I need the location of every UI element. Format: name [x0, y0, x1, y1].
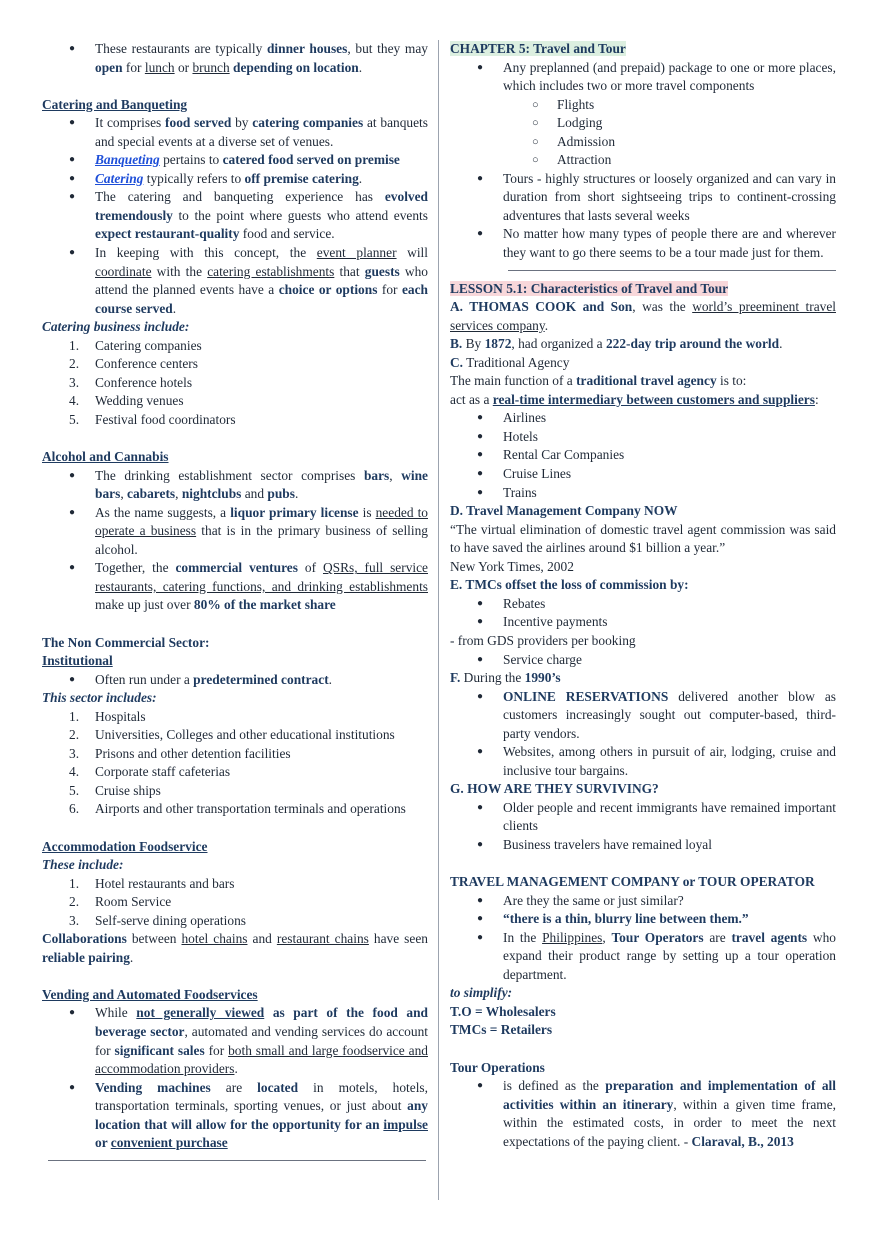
suppliers-list [450, 409, 836, 502]
quote-source: New York Times, 2002 [450, 558, 574, 574]
catering-list-heading: Catering business include: [42, 319, 190, 335]
list-item: 4. Wedding venues [69, 393, 184, 409]
simplify-label: to simplify: [450, 985, 513, 1001]
contract-bullet: ● Often run under a predetermined contract. [42, 671, 428, 690]
year-1872-line: B. By 1872, had organized a 222-day trip around the world. [450, 336, 783, 352]
banqueting-bullet: ● Banqueting pertains to catered food served on premise [42, 151, 428, 170]
list-item: 5. Cruise ships [69, 782, 161, 798]
list-item: 5. Festival food coordinators [69, 411, 236, 427]
tmc-or-operator-heading: TRAVEL MANAGEMENT COMPANY or TOUR OPERATOR [450, 874, 815, 890]
lesson-title: LESSON 5.1: Characteristics of Travel and Tour [450, 280, 729, 296]
to-wholesalers: T.O = Wholesalers [450, 1003, 556, 1019]
websites-bullet: ● Websites, among others in pursuit of air, lodging, cruise and inclusive tour bargains. [450, 743, 836, 780]
list-item: ● Service charge [450, 651, 836, 670]
vending-heading: Vending and Automated Foodservices [42, 986, 258, 1002]
vending-machines-bullet: ● Vending machines are located in motels, hotels, transportation terminals, sporting venues, or just about any location that will allow for the opportunity for an impulse or convenient purchase [42, 1079, 428, 1153]
list-item: 2. Conference centers [69, 356, 198, 372]
section-divider-line [508, 270, 836, 271]
list-item: 4. Corporate staff cafeterias [69, 764, 231, 780]
business-travelers-bullet: ● Business travelers have remained loyal [450, 836, 836, 855]
list-item: ● Rebates [450, 595, 836, 614]
tmc-now-heading: D. Travel Management Company NOW [450, 503, 678, 519]
commission-quote: “The virtual elimination of domestic travel agent commission was said to have saved the airlines around $1 billion a year.” [450, 521, 836, 556]
list-item: 2. Room Service [69, 894, 172, 910]
agency-function-line: The main function of a traditional travel agency is to: [450, 373, 747, 389]
list-item: ● Trains [450, 484, 836, 503]
tmcs-retailers: TMCs = Retailers [450, 1022, 553, 1038]
column-divider [438, 40, 439, 1200]
noncommercial-heading: The Non Commercial Sector: [42, 634, 210, 650]
list-item: ● Hotels [450, 428, 836, 447]
same-or-similar-bullet: ● Are they the same or just similar? [450, 892, 836, 911]
philippines-bullet: ● In the Philippines, Tour Operators are travel agents who expand their product range by setting up a tour operation department. [450, 929, 836, 985]
left-column [42, 40, 428, 1170]
list-item: ○ Admission [450, 133, 836, 152]
list-item: ● Airlines [450, 409, 836, 428]
thomas-cook-line: A. THOMAS COOK and Son, was the world’s preeminent travel services company. [450, 299, 836, 333]
tmc-offset-heading: E. TMCs offset the loss of commission by: [450, 577, 689, 593]
online-reservations-bullet: ● ONLINE RESERVATIONS delivered another blow as customers increasingly sought out computer-based, third-party vendors. [450, 688, 836, 744]
list-item: 3. Conference hotels [69, 374, 193, 390]
list-item: ● Cruise Lines [450, 465, 836, 484]
list-item: ○ Attraction [450, 151, 836, 170]
accommodation-list [42, 875, 428, 931]
tour-operations-definition: ● is defined as the preparation and implementation of all activities within an itinerary, within a given time frame, within the estimated costs, in order to meet the next expectations of the paying client. - Claraval, B., 2013 [450, 1077, 836, 1151]
list-item: ● Rental Car Companies [450, 446, 836, 465]
sector-list-heading: This sector includes: [42, 690, 157, 706]
market-share-bullet: ● Together, the commercial ventures of QSRs, full service restaurants, catering functions, and drinking establishments make up just over 80% of the market share [42, 559, 428, 615]
list-item: ○ Lodging [450, 114, 836, 133]
list-item: 2. Universities, Colleges and other educational institutions [69, 727, 395, 743]
accommodation-heading: Accommodation Foodservice [42, 838, 208, 854]
catering-list [42, 337, 428, 430]
collaborations-paragraph: Collaborations between hotel chains and restaurant chains have seen reliable pairing. [42, 931, 428, 965]
catering-def-bullet: ● Catering typically refers to off premise catering. [42, 170, 428, 189]
list-item: 1. Hotel restaurants and bars [69, 875, 235, 891]
intermediary-line: act as a real-time intermediary between customers and suppliers: [450, 391, 819, 407]
catering-evolved-bullet: ● The catering and banqueting experience has evolved tremendously to the point where guests who attend events expect restaurant-quality food and service. [42, 188, 428, 244]
event-planner-bullet: ● In keeping with this concept, the event planner will coordinate with the catering establishments that guests who attend the planned events have a choice or options for each course served. [42, 244, 428, 318]
right-column [450, 40, 836, 1151]
blurry-line-bullet: ● “there is a thin, blurry line between them.” [450, 910, 836, 929]
chapter-title: CHAPTER 5: Travel and Tour [450, 41, 626, 56]
offsets-list [450, 595, 836, 632]
gds-note: - from GDS providers per booking [450, 632, 636, 648]
tour-types-bullet: ● No matter how many types of people there are and wherever they want to go there seems to be a tour made just for them. [450, 225, 836, 262]
list-item: ● Incentive payments [450, 613, 836, 632]
older-people-bullet: ● Older people and recent immigrants have remained important clients [450, 799, 836, 836]
dinner-houses-bullet: ● These restaurants are typically dinner houses, but they may open for lunch or brunch depending on location. [42, 40, 428, 77]
travel-components-list [450, 96, 836, 170]
liquor-license-bullet: ● As the name suggests, a liquor primary license is needed to operate a business that is in the primary business of selling alcohol. [42, 504, 428, 560]
accommodation-list-heading: These include: [42, 857, 124, 873]
section-divider-line [48, 1160, 426, 1161]
catering-heading: Catering and Banqueting [42, 96, 188, 112]
list-item: 3. Self-serve dining operations [69, 912, 246, 928]
list-item: 3. Prisons and other detention facilities [69, 745, 291, 761]
during-1990s-line: F. During the 1990’s [450, 670, 561, 686]
tours-bullet: ● Tours - highly structures or loosely organized and can vary in duration from short sightseeing trips to continent-crossing adventures that lasts several weeks [450, 170, 836, 226]
list-item: ○ Flights [450, 96, 836, 115]
drinking-sector-bullet: ● The drinking establishment sector comprises bars, wine bars, cabarets, nightclubs and pubs. [42, 467, 428, 504]
package-bullet: ● Any preplanned (and prepaid) package to one or more places, which includes two or more travel components [450, 59, 836, 96]
list-item: 1. Catering companies [69, 337, 202, 353]
surviving-heading: G. HOW ARE THEY SURVIVING? [450, 781, 659, 797]
tour-operations-heading: Tour Operations [450, 1059, 545, 1075]
list-item: 1. Hospitals [69, 708, 146, 724]
traditional-agency-line: C. Traditional Agency [450, 354, 570, 370]
alcohol-heading: Alcohol and Cannabis [42, 449, 169, 465]
institutional-subheading: Institutional [42, 653, 113, 669]
list-item: 6. Airports and other transportation terminals and operations [69, 801, 406, 817]
vending-sales-bullet: ● While not generally viewed as part of the food and beverage sector, automated and vending services do account for significant sales for both small and large foodservice and accommodation providers. [42, 1004, 428, 1078]
institutional-list [42, 708, 428, 819]
catering-bullet: ● It comprises food served by catering companies at banquets and special events at a diverse set of venues. [42, 114, 428, 151]
